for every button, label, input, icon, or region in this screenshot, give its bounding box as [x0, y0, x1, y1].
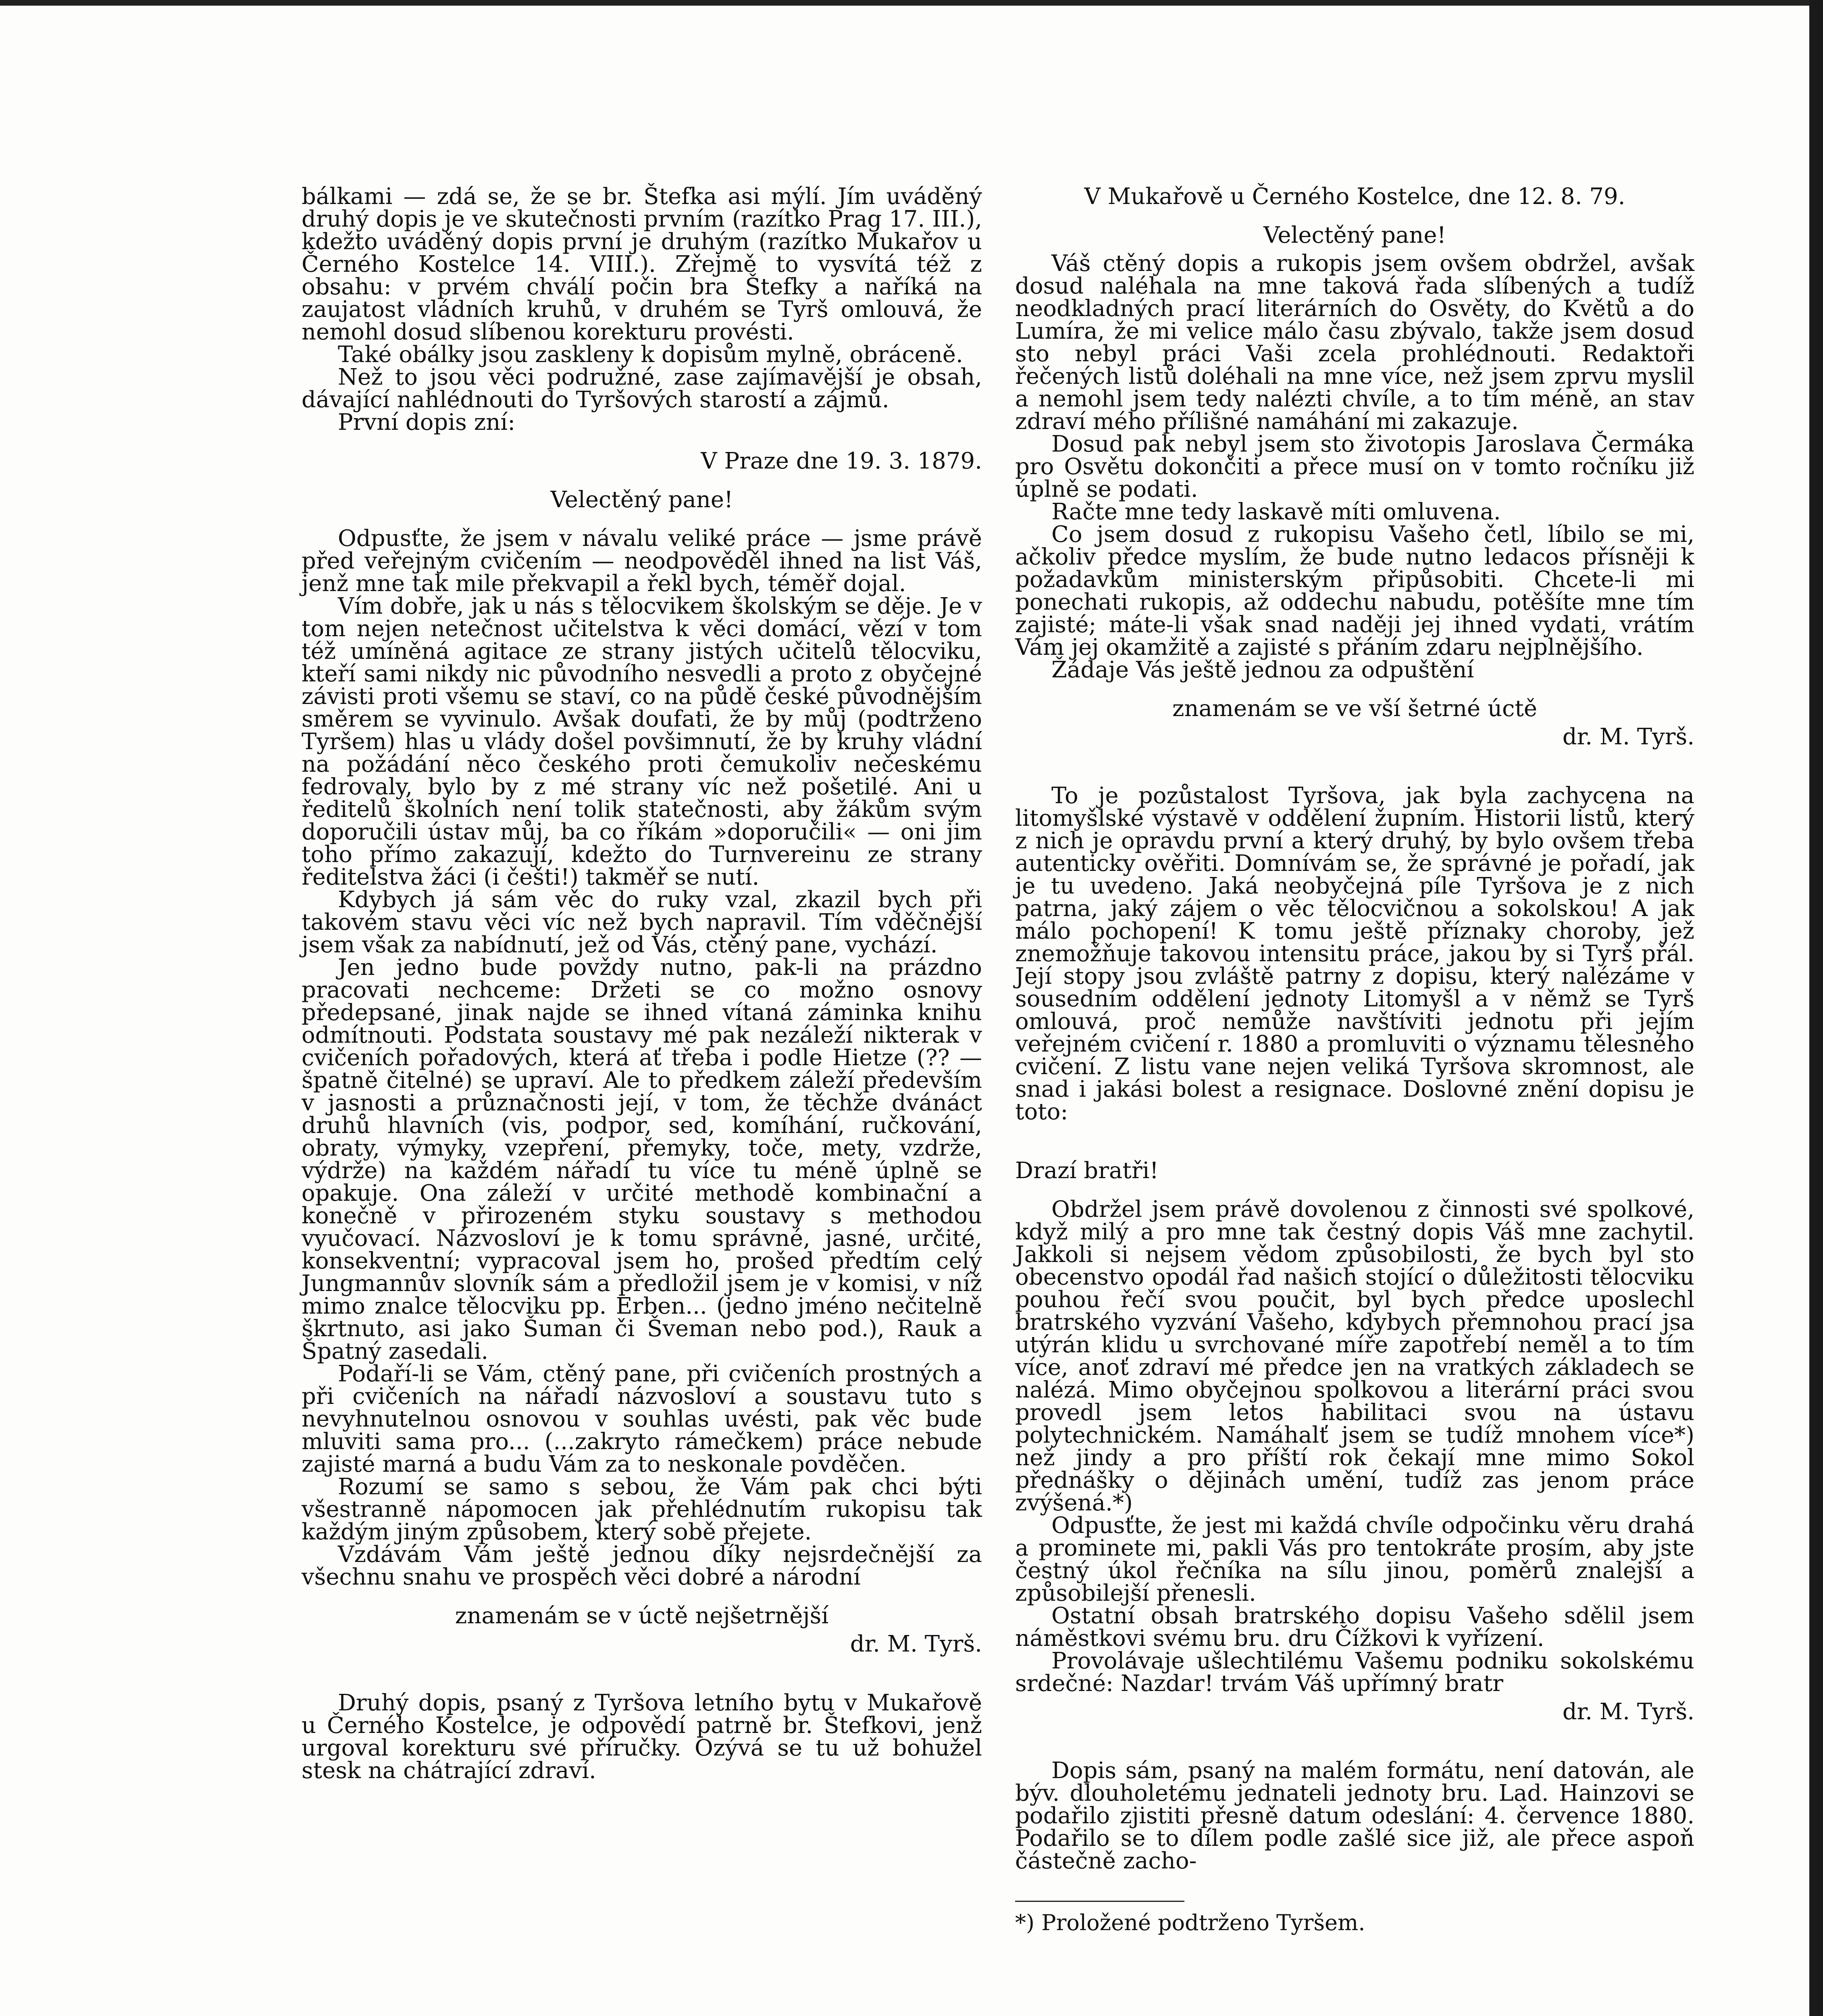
letter-dateline: V Praze dne 19. 3. 1879.	[701, 448, 982, 474]
paragraph: Odpusťte, že jsem v návalu veliké práce — jsme právě před veřejným cvičením — neodpověděl ihned na list Váš, jenž mne tak mile překvapil a řekl bych, téměř dojal.	[302, 525, 982, 597]
paragraph: Také obálky jsou zaskleny k dopisům mylně, obráceně.	[338, 342, 963, 368]
footnote-divider	[1015, 1901, 1184, 1902]
paragraph: Dopis sám, psaný na malém formátu, není datován, ale býv. dlouholetému jednateli jednoty bru. Lad. Hainzovi se podařilo zjistiti přesně datum odeslání: 4. července 1880. Podařilo se to dílem podle zašlé sice již, ale přece aspoň částečně zacho-	[1015, 1758, 1694, 1874]
paragraph: Kdybych já sám věc do ruky vzal, zkazil bych při takovém stavu věci víc než bych napravil. Tím vděčnější jsem však za nabídnutí, jež od Vás, ctěný pane, vychází.	[302, 887, 982, 958]
footnote: *) Proložené podtrženo Tyršem.	[1015, 1910, 1365, 1935]
paragraph: Odpusťte, že jest mi každá chvíle odpočinku věru drahá a prominete mi, pakli Vás pro tentokráte prosím, aby jste čestný úkol řečníka na sílu jinou, poměrů znalejší a způsobilejší přenesli.	[1015, 1512, 1694, 1606]
letter-closing: znamenám se v úctě nejšetrnější	[455, 1603, 829, 1629]
letter-salutation: Velectěný pane!	[550, 487, 733, 513]
paragraph: Dosud pak nebyl jsem sto životopis Jaroslava Čermáka pro Osvětu dokončiti a přece musí on v tomto ročníku již úplně se podati.	[1015, 431, 1694, 502]
right-column	[1015, 185, 1694, 1934]
paragraph: Vím dobře, jak u nás s tělocvikem školským se děje. Je v tom nejen netečnost učitelstva k věci domácí, vězí v tom též umíněná agitace ze strany jistých učitelů tělocviku, kteří sami nikdy nic původního nesvedli a proto z obyčejné závisti proti všemu se staví, co na půdě české původnějším směrem se vyvinulo. Avšak doufati, že by můj (podtrženo Tyršem) hlas u vlády došel povšimnutí, že by kruhy vládní na požádání něco českého proti čemukoliv nečeskému fedrovaly, bylo by z mé strany víc než pošetilé. Ani u ředitelů školních není tolik statečnosti, aby žákům svým doporučili ústav můj, ba co říkám »doporučili« — oni jim toho přímo zakazují, kdežto do Turnvereinu ze strany ředitelstva žáci (i češti!) takměř se nutí.	[302, 593, 982, 890]
paragraph: První dopis zní:	[338, 409, 516, 435]
scan-edge-right	[1809, 0, 1823, 2016]
letter-salutation: Drazí bratři!	[1015, 1158, 1159, 1184]
paragraph: To je pozůstalost Tyršova, jak byla zachycena na litomyšlské výstavě v oddělení župním. Historii listů, který z nich je opravdu první a který druhý, by bylo ovšem třeba autenticky ověřiti. Domnívám se, že správné je pořadí, jak je tu uvedeno. Jaká neobyčejná píle Tyršova je z nich patrna, jaký zájem o věc tělocvičnou a sokolskou! A jak málo pochopení! K tomu ještě příznaky choroby, jež znemožňuje takovou intensitu práce, jakou by si Tyrš přál. Její stopy jsou zvláště patrny z dopisu, který nalézáme v sousedním oddělení jednoty Litomyšl a v němž se Tyrš omlouvá, proč nemůže navštíviti jednotu při jejím veřejném cvičení r. 1880 a promluviti o významu tělesného cvičení. Z listu vane nejen veliká Tyršova skromnost, ale snad i jakási bolest a resignace. Doslovné znění dopisu je toto:	[1015, 783, 1694, 1125]
paragraph: Žádaje Vás ještě jednou za odpuštění	[1051, 657, 1474, 683]
paragraph: Ostatní obsah bratrského dopisu Vašeho sdělil jsem náměstkovi svému bru. dru Čížkovi k vyřízení.	[1015, 1603, 1694, 1652]
paragraph: Než to jsou věci podružné, zase zajímavější je obsah, dávající nahlédnouti do Tyršových starostí a zájmů.	[302, 364, 982, 413]
paragraph: Provolávaje ušlechtilému Vašemu podniku sokolskému srdečné: Nazdar! trvám Váš upřímný bratr	[1015, 1648, 1694, 1697]
scan-edge-top	[0, 0, 1823, 6]
paragraph: Rozumí se samo s sebou, že Vám pak chci býti všestranně nápomocen jak přehlédnutím rukopisu tak každým jiným způsobem, který sobě přejete.	[302, 1474, 982, 1545]
paragraph: Váš ctěný dopis a rukopis jsem ovšem obdržel, avšak dosud naléhala na mne taková řada slíbených a tudíž neodkladných prací literárních do Osvěty, do Květů a do Lumíra, že mi velice málo času zbývalo, takže jsem dosud sto nebyl práci Vaši zcela prohlédnouti. Redaktoři řečených listů doléhali na mne více, než jsem zprvu myslil a nemohl jsem tedy nalézti chvíle, a to tím méně, an stav zdraví mého přílišné namáhání mi zakazuje.	[1015, 250, 1694, 435]
paragraph: Podaří-li se Vám, ctěný pane, při cvičeních prostných a při cvičeních na nářadí názvosloví a soustavu tuto s nevyhnutelnou osnovou v souhlas uvésti, pak věc bude mluviti sama pro... (...zakryto rámečkem) práce nebude zajisté marná a budu Vám za to neskonale povděčen.	[302, 1361, 982, 1477]
paragraph: Jen jedno bude povždy nutno, pak-li na prázdno pracovati nechceme: Držeti se co možno osnovy předepsané, jinak najde se ihned vítaná záminka knihu odmítnouti. Podstata soustavy mé pak nezáleží nikterak v cvičeních pořadových, která ať třeba i podle Hietze (?? — špatně čitelné) se upraví. Ale to předkem záleží především v jasnosti a průznačnosti její, v tom, že těchže dvánáct druhů hlavních (vis, podpor, sed, komíhání, ručkování, obraty, výmyky, vzepření, přemyky, toče, mety, vzdrže, výdrže) na každém nářadí tu více tu méně úplně se opakuje. Ona záleží v určité methodě kombinační a konečně v přirozeném styku soustavy s methodou vyučovací. Názvosloví je k tomu správné, jasné, určité, konsekventní; vypracoval jsem ho, prošed předtím celý Jungmannův slovník sám a předložil jsem je v komisi, v níž mimo znalce tělocviku pp. Erben... (jedno jméno nečitelně škrtnuto, asi jako Šuman či Šveman nebo pod.), Rauk a Špatný zasedali.	[302, 954, 982, 1364]
letter-signature: dr. M. Tyrš.	[850, 1631, 982, 1657]
paragraph: Co jsem dosud z rukopisu Vašeho četl, líbilo se mi, ačkoliv předce myslím, že bude nutno ledacos přísněji k požadavkům ministerským připůsobiti. Chcete-li mi ponechati rukopis, až oddechu nabudu, potěšíte mne tím zajisté; máte-li však snad naději jej ihned vydati, vrátím Vám jej okamžitě a zajisté s přáním zdaru nejplnějšího.	[1015, 521, 1694, 660]
paragraph: bálkami — zdá se, že se br. Štefka asi mýlí. Jím uváděný druhý dopis je ve skutečnosti prvním (razítko Prag 17. III.), kdežto uváděný dopis první je druhým (razítko Mukařov u Černého Kostelce 14. VIII.). Zřejmě to vysvítá též z obsahu: v prvém chválí počin bra Štefky a naříká na zaujatost vládních kruhů, v druhém se Tyrš omlouvá, že nemohl dosud slíbenou korekturu provésti.	[302, 183, 982, 345]
paragraph: Račte mne tedy laskavě míti omluvena.	[1051, 499, 1501, 525]
letter-closing: znamenám se ve vší šetrné úctě	[1172, 696, 1538, 722]
paragraph: Obdržel jsem právě dovolenou z činnosti své spolkové, když milý a pro mne tak čestný dopis Váš mne zachytil. Jakkoli si nejsem vědom způsobilosti, že bych byl sto obecenstvo opodál řad našich stojící o důležitosti tělocviku pouhou řečí svou poučit, byl bych předce uposlechl bratrského vyzvání Vašeho, kdybych přemnohou prací jsa utýrán klidu u svrchované míře zapotřebí neměl a to tím více, anoť zdraví mé předce jen na vratkých základech se nalézá. Mimo obyčejnou spolkovou a literární práci svou provedl jsem letos habilitaci svou na ústavu polytechnickém. Namáhalť jsem se tudíž mnohem více*) než jindy a pro příští rok čekají mne mimo Sokol přednášky o dějinách umění, tudíž zas jenom práce zvýšená.*)	[1015, 1196, 1694, 1516]
letter-dateline: V Mukařově u Černého Kostelce, dne 12. 8. 79.	[1084, 183, 1625, 210]
paragraph: Druhý dopis, psaný z Tyršova letního bytu v Mukařově u Černého Kostelce, je odpovědí patrně br. Štefkovi, jenž urgoval korekturu své příručky. Ozývá se tu už bohužel stesk na chátrající zdraví.	[302, 1690, 982, 1784]
letter-salutation: Velectěný pane!	[1263, 222, 1446, 248]
letter-signature: dr. M. Tyrš.	[1562, 724, 1694, 750]
left-column	[302, 185, 982, 1782]
letter-signature: dr. M. Tyrš.	[1562, 1699, 1694, 1725]
paragraph: Vzdávám Vám ještě jednou díky nejsrdečnější za všechnu snahu ve prospěch věci dobré a národní	[302, 1541, 982, 1590]
